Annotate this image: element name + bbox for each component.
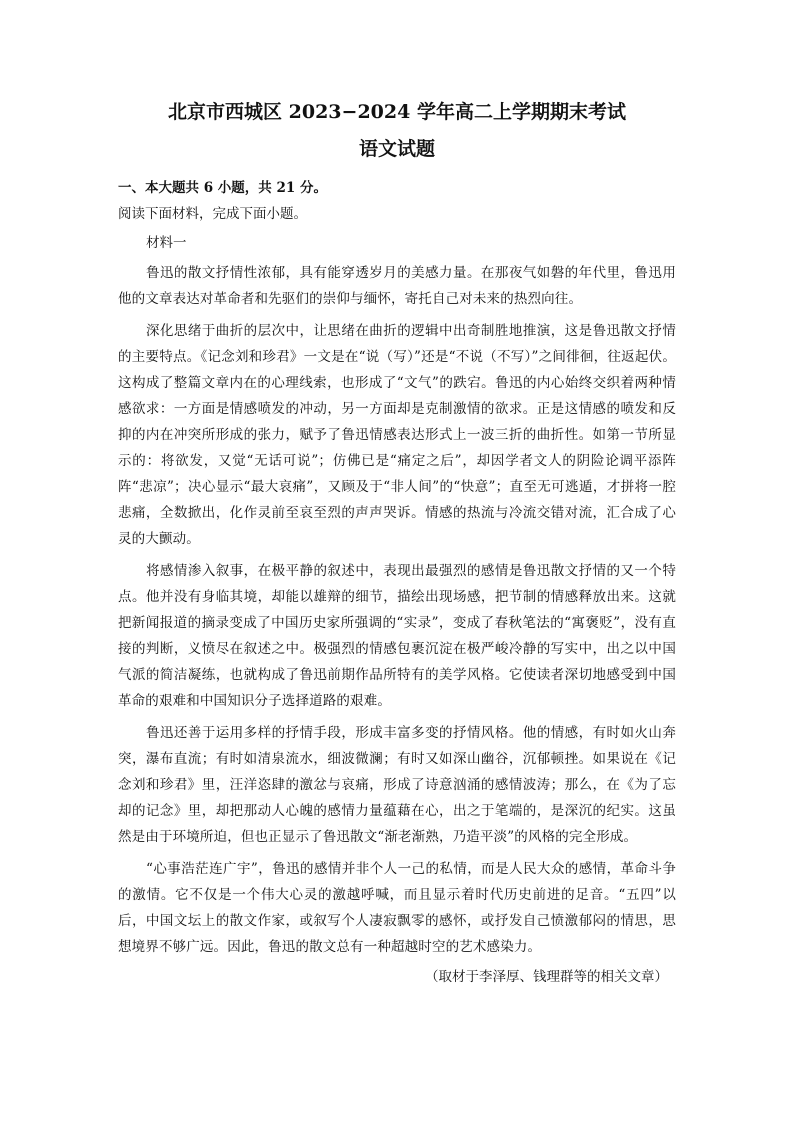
body-paragraph: “心事浩茫连广宇”，鲁迅的感情并非个人一己的私情，而是人民大众的感情，革命斗争的激情。它不仅是一个伟大心灵的激越呼喊，而且显示着时代历史前进的足音。“五四”以后，中国文坛上的散文作家，或叙写个人凄寂飘零的感怀，或抒发自己愤激郁闷的情思，思想境界不够广远。因此，鲁迅的散文总有一种超越时空的艺术感染力。 xyxy=(118,861,676,955)
body-paragraph: 将感情渗入叙事，在极平静的叙述中，表现出最强烈的感情是鲁迅散文抒情的又一个特点。他并没有身临其境，却能以雄辩的细节，描绘出现场感，把节制的情感释放出来。这就把新闻报道的摘录变成了中国历史家所强调的“实录”，变成了春秋笔法的“寓褒贬”，没有直接的判断，义愤尽在叙述之中。极强烈的情感包裹沉淀在极严峻冷静的写实中，出之以中国气派的简洁凝练，也就构成了鲁迅前期作品所特有的美学风格。它使读者深切地感受到中国革命的艰难和中国知识分子选择道路的艰难。 xyxy=(118,563,676,709)
body-paragraph: 深化思绪于曲折的层次中，让思绪在曲折的逻辑中出奇制胜地推演，这是鲁迅散文抒情的主要特点。《记念刘和珍君》一文是在“说（写）”还是“不说（不写）”之间徘徊，往返起伏。这构成了整篇文章内在的心理线索，也形成了“文气”的跌宕。鲁迅的内心始终交织着两种情感欲求：一方面是情感喷发的冲动，另一方面却是克制激情的欲求。正是这情感的喷发和反抑的内在冲突所形成的张力，赋予了鲁迅情感表达形式上一波三折的曲折性。如第一节所显示的：将欲发，又觉“无话可说”；仿佛已是“痛定之后”，却因学者文人的阴险论调平添阵阵“悲凉”；决心显示“最大哀痛”，又顾及于“非人间”的“快意”；直至无可逃遁，才拼将一腔悲痛，全数掀出，化作灵前至哀至烈的声声哭诉。情感的热流与冷流交错对流，汇合成了心灵的大颤动。 xyxy=(118,323,676,547)
reading-instruction: 阅读下面材料，完成下面小题。 xyxy=(118,206,307,222)
material-label: 材料一 xyxy=(146,235,187,251)
exam-subtitle: 语文试题 xyxy=(358,138,435,160)
section-heading: 一、本大题共 6 小题，共 21 分。 xyxy=(118,180,327,196)
exam-title: 北京市西城区 2023−2024 学年高二上学期期末考试 xyxy=(168,101,626,123)
source-note: （取材于李泽厚、钱理群等的相关文章） xyxy=(425,969,668,985)
body-paragraph: 鲁迅还善于运用多样的抒情手段，形成丰富多变的抒情风格。他的情感，有时如火山奔突，瀑布直流；有时如清泉流水，细波微澜；有时又如深山幽谷，沉郁顿挫。如果说在《记念刘和珍君》里，汪洋恣肆的激忿与哀痛，形成了诗意汹涌的感情波涛；那么，在《为了忘却的记念》里，却把那动人心魄的感情力量蕴藉在心，出之于笔端的，是深沉的纪实。这虽然是由于环境所迫，但也正显示了鲁迅散文“渐老渐熟，乃造平淡”的风格的完全形成。 xyxy=(118,725,676,845)
body-paragraph: 鲁迅的散文抒情性浓郁，具有能穿透岁月的美感力量。在那夜气如磐的年代里，鲁迅用他的文章表达对革命者和先驱们的崇仰与缅怀，寄托自己对未来的热烈向往。 xyxy=(118,265,676,307)
